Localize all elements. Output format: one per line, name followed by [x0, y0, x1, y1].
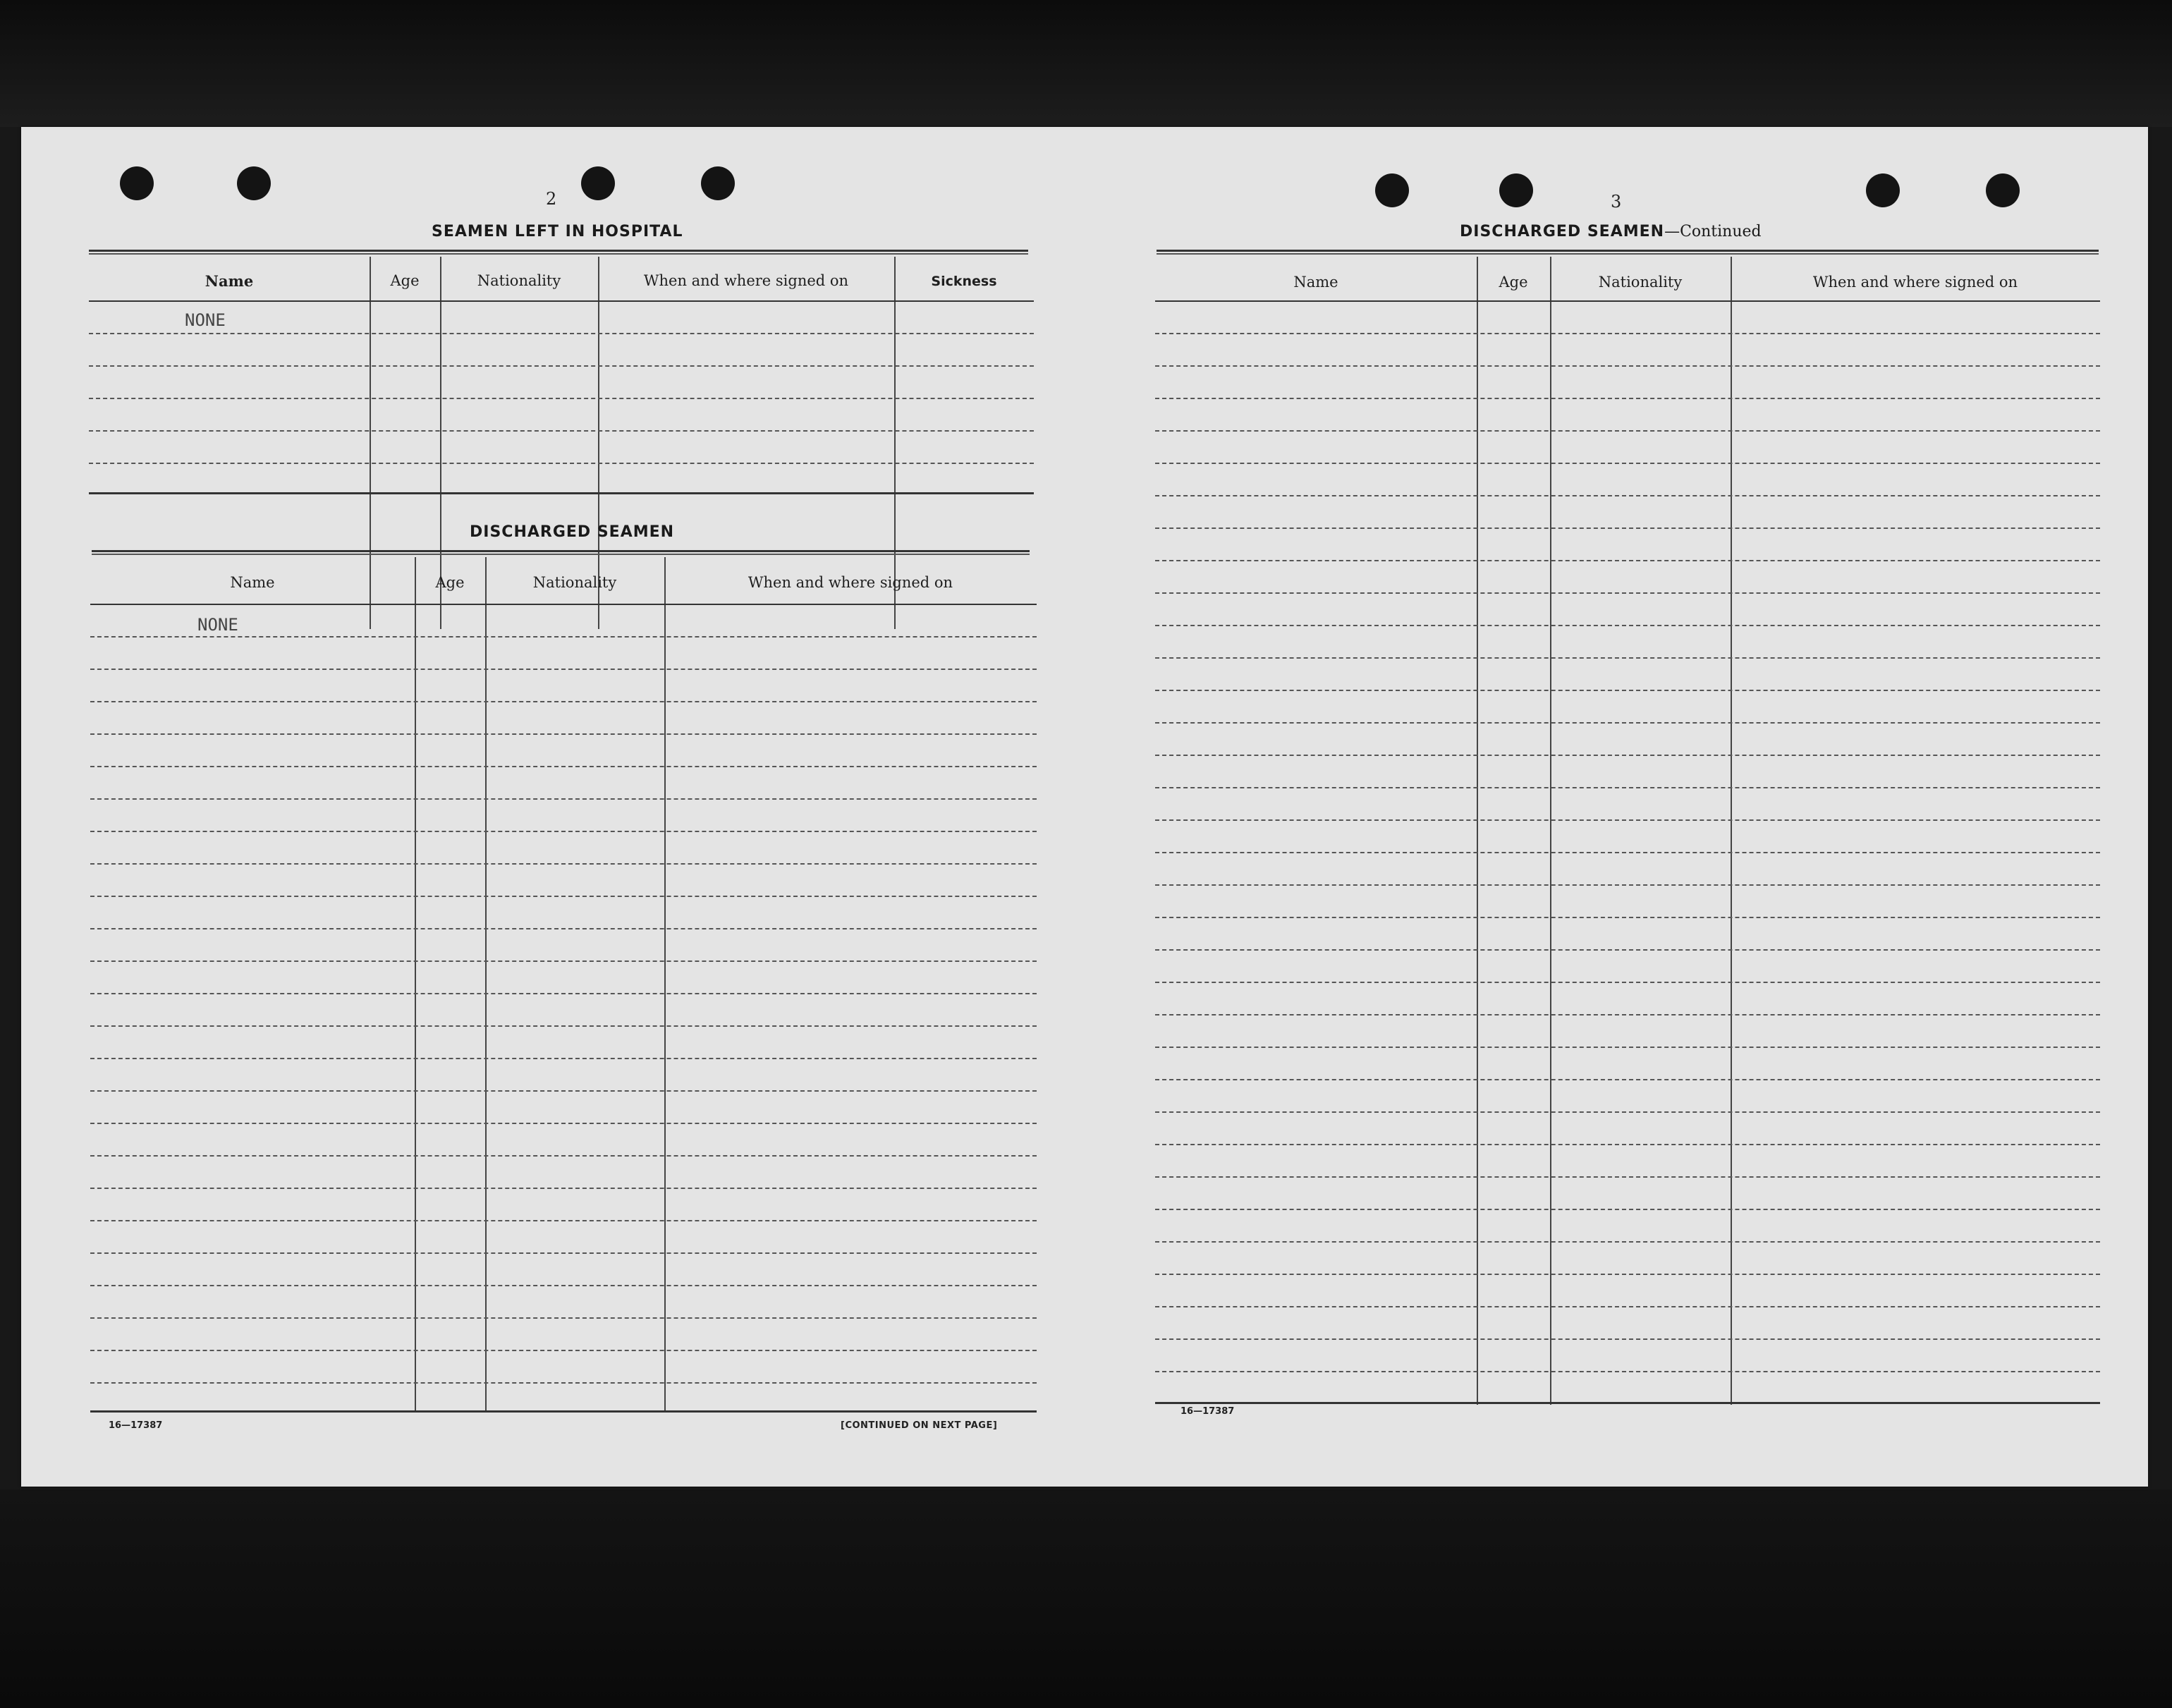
discharged-continued-title-main: DISCHARGED SEAMEN	[1460, 223, 1665, 240]
table-row	[1155, 1338, 2100, 1340]
punch-hole	[1986, 173, 2020, 207]
form-number-right: 16—17387	[1180, 1406, 1235, 1417]
table-end-rule	[90, 1410, 1037, 1413]
table-row	[1155, 1079, 2100, 1080]
punch-hole	[701, 166, 735, 200]
table-row	[1155, 625, 2100, 626]
discharged-continued-title	[1460, 223, 1762, 240]
table-row	[1155, 1014, 2100, 1015]
table-row	[90, 669, 1037, 670]
col-header-nationality: Nationality	[1598, 274, 1683, 291]
col-header-age: Age	[390, 272, 420, 289]
table-row	[90, 1382, 1037, 1384]
table-row	[90, 896, 1037, 897]
table-row	[1155, 365, 2100, 367]
table-row	[90, 733, 1037, 735]
table-row	[90, 1155, 1037, 1157]
hospital-entry-none: NONE	[185, 310, 226, 330]
column-divider	[485, 557, 487, 1412]
table-row	[1155, 560, 2100, 561]
col-header-sickness: Sickness	[931, 274, 997, 289]
column-divider	[1477, 257, 1478, 1405]
col-header-signed-on: When and where signed on	[643, 272, 849, 289]
punch-hole	[1375, 173, 1409, 207]
table-row	[90, 1123, 1037, 1124]
table-row	[1155, 1371, 2100, 1372]
table-row	[90, 993, 1037, 994]
table-row	[89, 398, 1034, 399]
table-row	[1155, 1111, 2100, 1113]
col-header-signed-on: When and where signed on	[1812, 274, 2018, 291]
col-header-age: Age	[1499, 274, 1528, 291]
table-row	[1155, 884, 2100, 886]
table-end-rule	[1155, 1402, 2100, 1404]
table-row	[1155, 755, 2100, 756]
table-row	[1155, 1047, 2100, 1048]
column-divider	[664, 557, 666, 1412]
table-row	[90, 1285, 1037, 1286]
column-divider	[1550, 257, 1551, 1405]
table-row	[89, 463, 1034, 464]
table-row	[90, 1188, 1037, 1189]
table-row	[1155, 398, 2100, 399]
col-header-signed-on: When and where signed on	[748, 574, 953, 591]
table-row	[1155, 1274, 2100, 1275]
table-row	[1155, 592, 2100, 594]
table-row	[1155, 463, 2100, 464]
discharged-title-rule	[92, 550, 1030, 555]
table-row	[90, 1025, 1037, 1027]
film-border-top	[0, 0, 2172, 127]
col-header-nationality: Nationality	[477, 272, 561, 289]
table-row	[89, 333, 1034, 334]
table-row	[90, 928, 1037, 929]
form-number-left: 16—17387	[109, 1420, 163, 1431]
table-row	[1155, 852, 2100, 853]
table-row	[90, 636, 1037, 638]
discharged-entry-none: NONE	[197, 615, 238, 635]
column-divider	[1731, 257, 1732, 1405]
table-row	[1155, 1306, 2100, 1307]
table-row	[90, 1090, 1037, 1092]
table-row	[89, 365, 1034, 367]
discharged-section-title: DISCHARGED SEAMEN	[470, 523, 675, 541]
table-row	[1155, 787, 2100, 788]
table-row	[90, 863, 1037, 865]
table-row	[89, 430, 1034, 432]
col-header-name: Name	[205, 272, 254, 290]
discharged-table-right	[1155, 257, 2100, 1405]
hospital-section-title: SEAMEN LEFT IN HOSPITAL	[432, 223, 683, 240]
continued-note: [CONTINUED ON NEXT PAGE]	[841, 1420, 998, 1431]
table-row	[1155, 430, 2100, 432]
table-row	[90, 1350, 1037, 1351]
header-underline	[89, 300, 1034, 302]
table-row	[90, 1058, 1037, 1059]
punch-hole	[120, 166, 154, 200]
table-row	[1155, 333, 2100, 334]
table-row	[1155, 819, 2100, 821]
table-end-rule	[89, 492, 1034, 494]
table-row	[1155, 917, 2100, 918]
table-row	[1155, 1209, 2100, 1210]
punch-hole	[1866, 173, 1900, 207]
table-row	[1155, 949, 2100, 951]
hospital-title-rule	[89, 250, 1028, 255]
col-header-nationality: Nationality	[532, 574, 617, 591]
table-row	[1155, 722, 2100, 724]
page-number-left: 2	[546, 189, 557, 209]
table-row	[1155, 1144, 2100, 1145]
document-sheet	[21, 127, 2148, 1487]
table-row	[90, 1252, 1037, 1254]
table-row	[1155, 527, 2100, 529]
table-row	[90, 960, 1037, 962]
col-header-name: Name	[230, 574, 275, 591]
header-underline	[90, 604, 1037, 605]
table-row	[1155, 1176, 2100, 1178]
table-row	[90, 831, 1037, 832]
punch-hole	[581, 166, 615, 200]
table-row	[1155, 1241, 2100, 1243]
table-row	[90, 701, 1037, 702]
table-row	[90, 1220, 1037, 1221]
col-header-age: Age	[435, 574, 465, 591]
table-row	[1155, 495, 2100, 496]
table-row	[90, 766, 1037, 767]
right-title-rule	[1157, 250, 2099, 255]
table-row	[1155, 657, 2100, 659]
table-row	[90, 1317, 1037, 1319]
discharged-table-left	[90, 557, 1037, 1412]
punch-hole	[1499, 173, 1533, 207]
header-underline	[1155, 300, 2100, 302]
table-row	[1155, 982, 2100, 983]
table-row	[90, 798, 1037, 800]
column-divider	[415, 557, 416, 1412]
punch-hole	[237, 166, 271, 200]
discharged-continued-suffix: —Continued	[1664, 223, 1762, 240]
film-border-bottom	[0, 1489, 2172, 1708]
page-number-right: 3	[1611, 192, 1622, 212]
col-header-name: Name	[1293, 274, 1338, 291]
table-row	[1155, 690, 2100, 691]
